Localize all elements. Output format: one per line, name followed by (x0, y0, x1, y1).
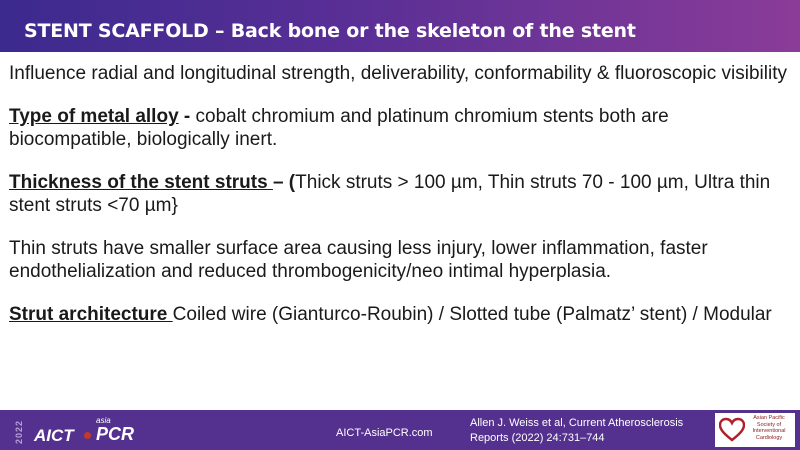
architecture-heading: Strut architecture (9, 304, 173, 325)
thin-struts-paragraph (9, 237, 795, 283)
logo-asia-text: asia (96, 416, 111, 425)
footer-url: AICT-AsiaPCR.com (336, 427, 433, 439)
footer-citation: Allen J. Weiss et al, Current Atherosclerosis Reports (2022) 24:731–744 (470, 417, 684, 444)
intro-paragraph (9, 62, 795, 85)
architecture-text: Coiled wire (Gianturco-Roubin) / Slotted tube (Palmatz’ stent) / Modular (172, 304, 772, 325)
footer-year: 2022 (14, 420, 24, 445)
logo-dot-icon (84, 432, 91, 439)
title-bar (0, 0, 800, 52)
logo-pcr-text: PCR (96, 424, 135, 444)
society-logo (715, 413, 795, 447)
alloy-text: cobalt chromium and platinum chromium stents both are biocompatible, biologically inert. (9, 106, 669, 150)
society-name: Asian Pacific Society of Interventional Cardiology (752, 415, 786, 441)
architecture-paragraph (9, 303, 795, 326)
alloy-heading: Type of metal alloy (9, 106, 179, 127)
alloy-paragraph (9, 105, 795, 151)
thin-struts-text: Thin struts have smaller surface area causing less injury, lower inflammation, faster endothelialization and reduced thrombogenicity/neo intimal hyperplasia. (9, 238, 708, 282)
heart-icon (719, 417, 745, 443)
intro-text: Influence radial and longitudinal strength, deliverability, conformability & fluoroscopic visibility (9, 63, 787, 84)
thickness-heading: Thickness of the stent struts (9, 172, 273, 193)
thickness-paragraph (9, 171, 795, 217)
slide-title: STENT SCAFFOLD – Back bone or the skeleton of the stent (24, 20, 636, 42)
slide-body (9, 62, 795, 326)
thickness-text: Thick struts > 100 µm, Thin struts 70 - 100 µm, Ultra thin stent struts <70 µm} (9, 172, 771, 216)
alloy-separator: - (178, 106, 191, 127)
thickness-separator: – ( (272, 172, 296, 193)
logo-aict-text: AICT (34, 426, 74, 445)
